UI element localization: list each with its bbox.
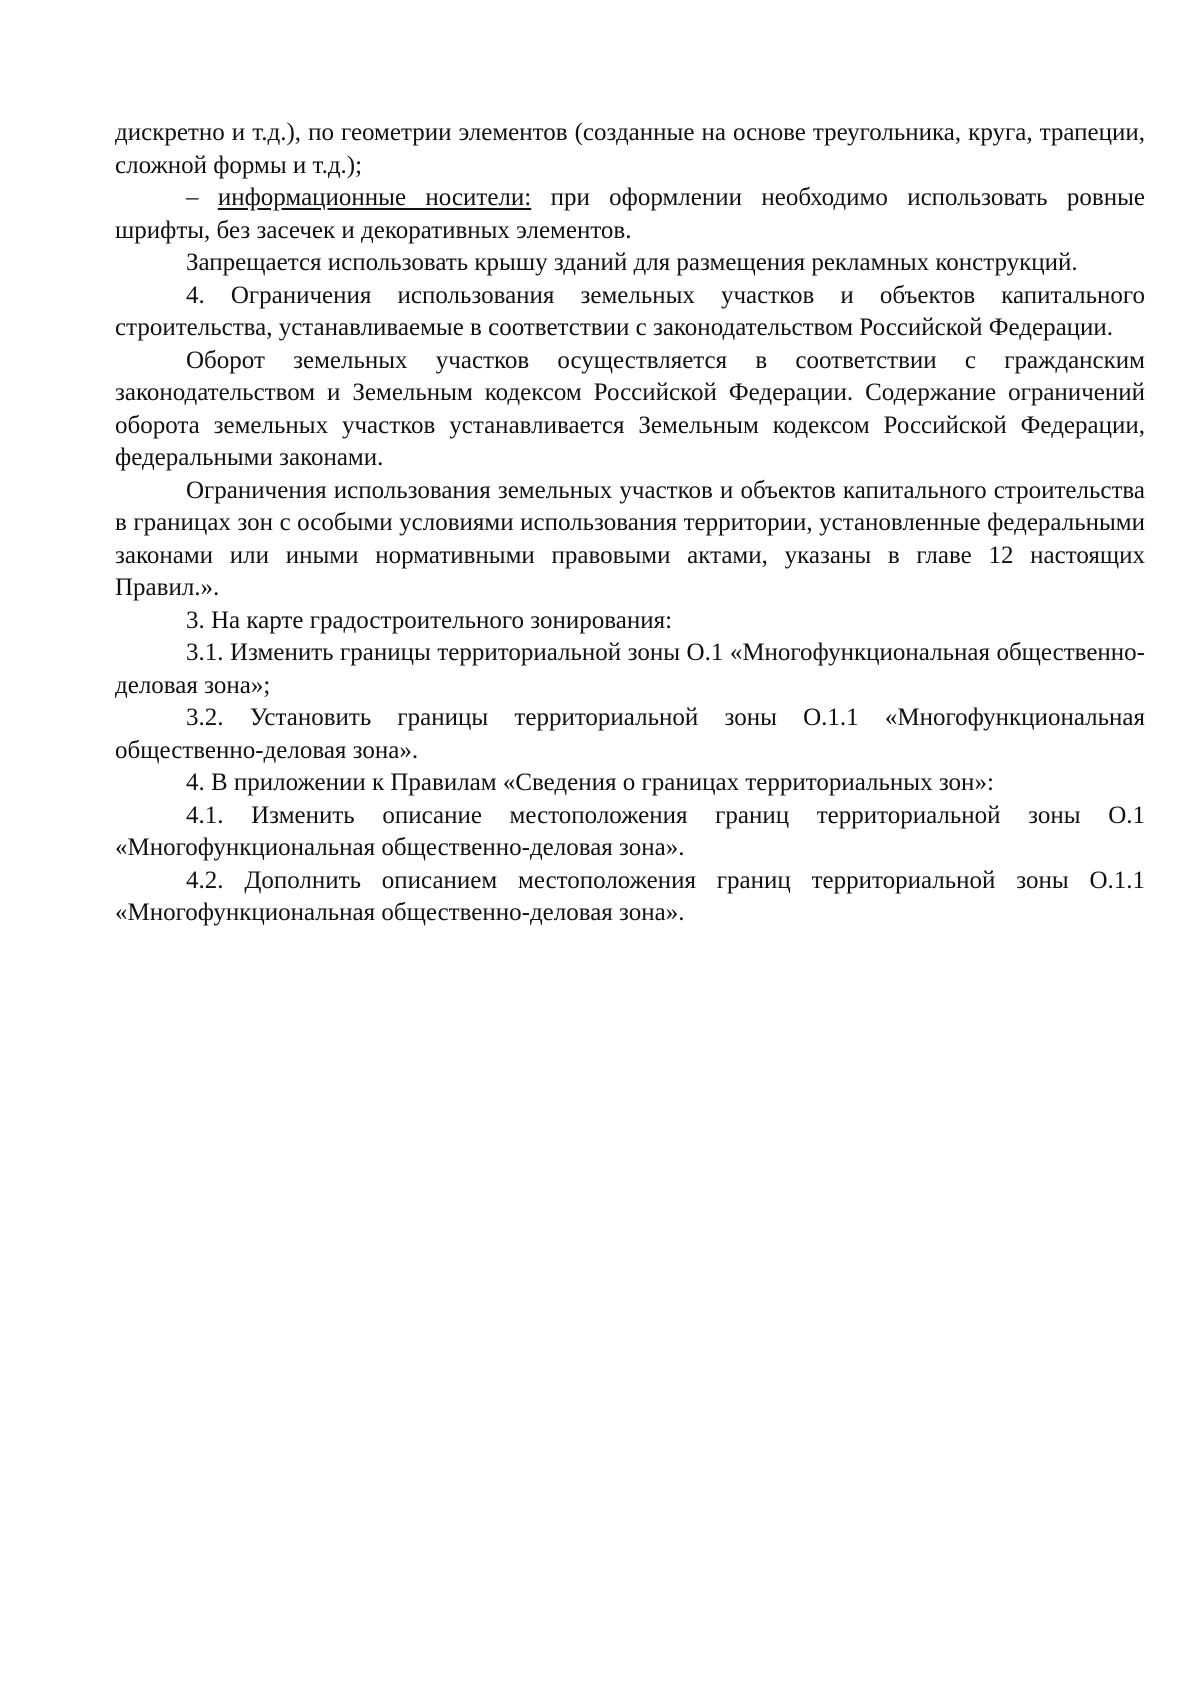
paragraph-land-turnover: Оборот земельных участков осуществляется в соответствии с гражданским законодательством и Земельным кодексом Российской Федерации. Содержание ограничений оборота земельных участков устанавливается Земельным кодексом Российской Федерации, федеральными законами. — [115, 346, 1145, 471]
paragraph-text: при оформлении необходимо использовать ровные шрифты, без засечек и декоративных элементов. — [115, 184, 1145, 244]
document-body — [115, 117, 1145, 930]
paragraph-section-4-heading: 4. Ограничения использования земельных участков и объектов капитального строительства, устанавливаемые в соответствии с законодательством Российской Федерации. — [115, 281, 1145, 341]
paragraph-item-4-2: 4.2. Дополнить описанием местоположения границ территориальной зоны О.1.1 «Многофункциональная общественно-деловая зона». — [115, 866, 1145, 926]
paragraph-item-3: 3. На карте градостроительного зонирования: — [186, 606, 673, 634]
paragraph-continuation: дискретно и т.д.), по геометрии элементов (созданные на основе треугольника, круга, трапеции, сложной формы и т.д.); — [115, 119, 1145, 179]
paragraph-item-4: 4. В приложении к Правилам «Сведения о границах территориальных зон»: — [186, 769, 994, 796]
paragraph-restrictions-zones: Ограничения использования земельных участков и объектов капитального строительства в границах зон с особыми условиями использования территории, установленные федеральными законами или иными нормативными правовыми актами, указаны в главе 12 настоящих Правил.». — [115, 476, 1145, 601]
underlined-term: информационные носители: — [217, 184, 532, 211]
paragraph-roof-prohibition: Запрещается использовать крышу зданий для размещения рекламных конструкций. — [186, 249, 1078, 276]
paragraph-information-carriers — [115, 182, 1145, 247]
paragraph-item-3-1: 3.1. Изменить границы территориальной зоны О.1 «Многофункциональная общественно-деловая зона»; — [115, 639, 1145, 699]
dash-prefix: – — [186, 184, 218, 211]
paragraph-item-3-2: 3.2. Установить границы территориальной зоны О.1.1 «Многофункциональная общественно-деловая зона». — [115, 704, 1145, 764]
paragraph-item-4-1: 4.1. Изменить описание местоположения границ территориальной зоны О.1 «Многофункциональная общественно-деловая зона». — [115, 801, 1145, 861]
